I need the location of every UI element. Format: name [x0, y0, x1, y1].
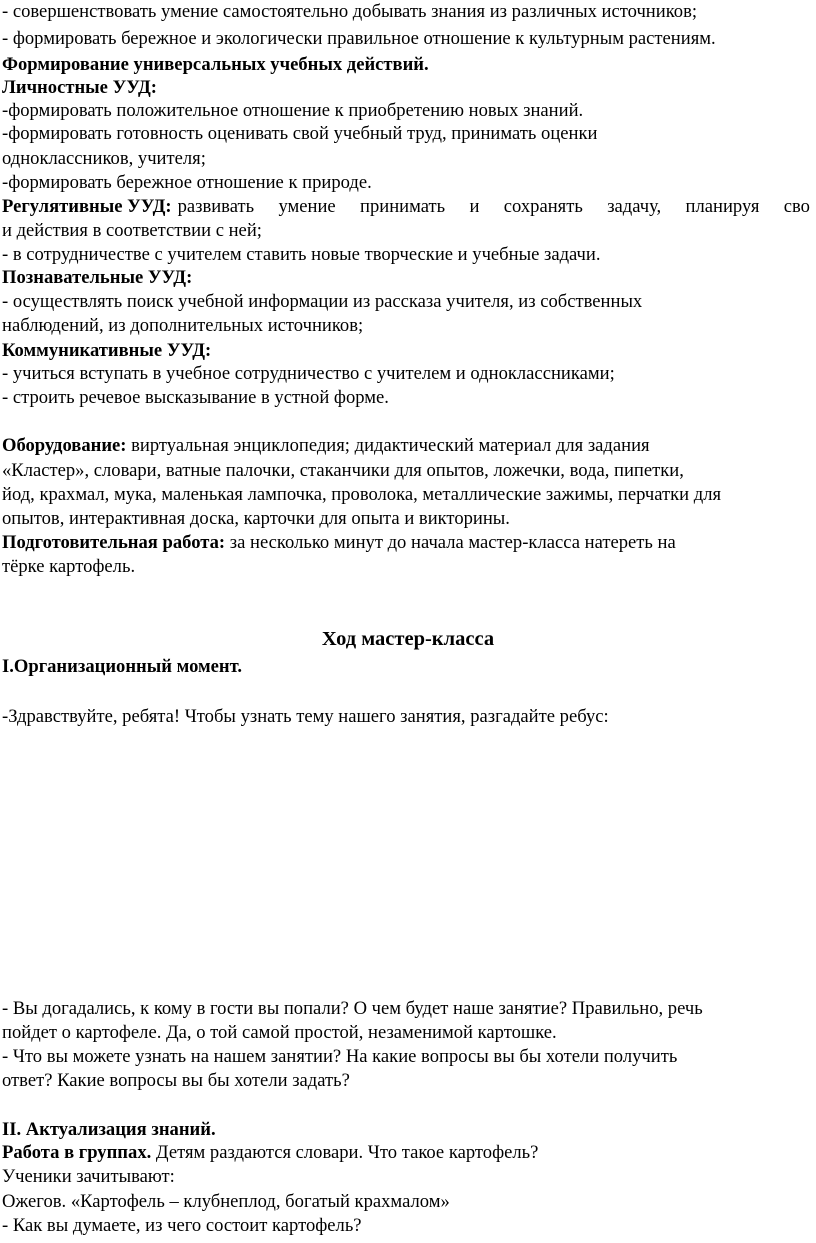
regulatory-words [178, 195, 810, 219]
goal-line-1: - совершенствовать умение самостоятельно добывать знания из различных источников; [2, 1, 698, 22]
equipment-label: Оборудование: [2, 435, 127, 456]
communicative-line-2: - строить речевое высказывание в устной форме. [2, 387, 389, 408]
personal-line-3: одноклассников, учителя; [2, 148, 206, 169]
goal-line-2: - формировать бережное и экологически правильное отношение к культурным растениям. [2, 28, 716, 49]
regulatory-heading: Регулятивные УУД: [2, 196, 172, 217]
regulatory-line-1 [2, 195, 810, 219]
prep-line-1 [2, 531, 676, 555]
section-2-line-2: Ученики зачитывают: [2, 1166, 175, 1187]
personal-line-4: -формировать бережное отношение к природе. [2, 172, 372, 193]
equipment-text: виртуальная энциклопедия; дидактический материал для задания [126, 435, 650, 456]
regulatory-line-3: - в сотрудничестве с учителем ставить новые творческие и учебные задачи. [2, 244, 601, 265]
regulatory-word: и [469, 196, 480, 217]
equipment-line-1 [2, 434, 650, 458]
regulatory-word: сво [783, 196, 810, 217]
regulatory-word: задачу, [607, 196, 662, 217]
regulatory-word: принимать [360, 196, 446, 217]
regulatory-word: сохранять [503, 196, 583, 217]
personal-line-1: -формировать положительное отношение к приобретению новых знаний. [2, 100, 584, 121]
communicative-heading: Коммуникативные УУД: [2, 340, 212, 361]
section-1-heading: I.Организационный момент. [2, 656, 243, 677]
cognitive-line-2: наблюдений, из дополнительных источников; [2, 315, 364, 336]
prep-line-2: тёрке картофель. [2, 556, 136, 577]
regulatory-word: планируя [685, 196, 760, 217]
group-work-label: Работа в группах. [2, 1142, 152, 1163]
regulatory-word: умение [278, 196, 336, 217]
cognitive-line-1: - осуществлять поиск учебной информации из рассказа учителя, из собственных [2, 291, 643, 312]
intro-line-4: ответ? Какие вопросы вы бы хотели задать? [2, 1070, 350, 1091]
section-2-line-4: - Как вы думаете, из чего состоит картофель? [2, 1215, 362, 1236]
communicative-line-1: - учиться вступать в учебное сотрудничество с учителем и одноклассниками; [2, 363, 615, 384]
section-2-line-3: Ожегов. «Картофель – клубнеплод, богатый крахмалом» [2, 1191, 450, 1212]
intro-line-2: пойдет о картофеле. Да, о той самой простой, незаменимой картошке. [2, 1022, 557, 1043]
personal-line-2: -формировать готовность оценивать свой учебный труд, принимать оценки [2, 123, 598, 144]
regulatory-line-2: и действия в соответствии с ней; [2, 220, 262, 241]
cognitive-heading: Познавательные УУД: [2, 267, 193, 288]
regulatory-word: развивать [177, 196, 255, 217]
group-work-line [2, 1141, 538, 1165]
equipment-line-4: опытов, интерактивная доска, карточки для опыта и викторины. [2, 508, 510, 529]
equipment-line-3: йод, крахмал, мука, маленькая лампочка, проволока, металлические зажимы, перчатки для [2, 484, 722, 505]
section-2-heading: II. Актуализация знаний. [2, 1119, 216, 1140]
equipment-line-2: «Кластер», словари, ватные палочки, стаканчики для опытов, ложечки, вода, пипетки, [2, 460, 684, 481]
intro-line-1: - Вы догадались, к кому в гости вы попали? О чем будет наше занятие? Правильно, речь [2, 998, 703, 1019]
course-title: Ход мастер-класса [321, 628, 495, 650]
group-work-text: Детям раздаются словари. Что такое картофель? [151, 1142, 539, 1163]
prep-label: Подготовительная работа: [2, 532, 226, 553]
uud-heading: Формирование универсальных учебных действий. [2, 54, 429, 75]
prep-text: за несколько минут до начала мастер-класса натереть на [225, 532, 676, 553]
greeting-line: -Здравствуйте, ребята! Чтобы узнать тему нашего занятия, разгадайте ребус: [2, 706, 609, 727]
personal-heading: Личностные УУД: [2, 77, 157, 98]
intro-line-3: - Что вы можете узнать на нашем занятии? На какие вопросы вы бы хотели получить [2, 1046, 678, 1067]
